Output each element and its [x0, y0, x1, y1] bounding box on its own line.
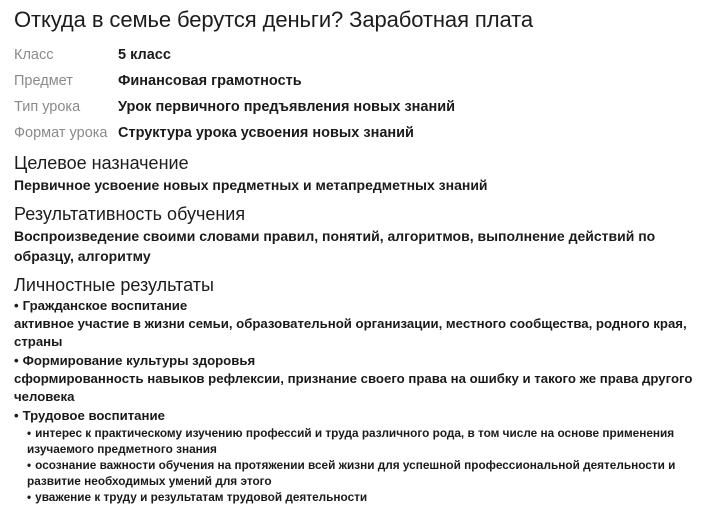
- list-item: [14, 297, 719, 315]
- section-heading: Целевое назначение: [14, 153, 189, 173]
- list-item: [14, 407, 719, 425]
- personal-results-list: [14, 297, 719, 505]
- list-item-title: Гражданское воспитание: [22, 298, 188, 313]
- bullet-icon: •: [27, 426, 32, 440]
- bullet-icon: •: [14, 298, 19, 313]
- meta-value: 5 класс: [118, 47, 171, 63]
- meta-key: Предмет: [14, 73, 73, 89]
- meta-key: Тип урока: [14, 99, 81, 115]
- list-item-description: сформированность навыков рефлексии, признание своего права на ошибку и такого же права другого человека: [14, 371, 693, 404]
- bullet-icon: •: [27, 458, 32, 472]
- bullet-icon: •: [14, 353, 19, 368]
- sub-list-item-text: уважение к труду и результатам трудовой деятельности: [35, 490, 368, 504]
- meta-row-lesson-type: [14, 94, 719, 120]
- section-heading: Личностные результаты: [14, 275, 214, 295]
- section-heading: Результативность обучения: [14, 204, 246, 224]
- page-title: Откуда в семье берутся деньги? Заработная плата: [14, 7, 533, 32]
- meta-key: Класс: [14, 47, 54, 63]
- list-item: [14, 352, 719, 370]
- meta-row-subject: [14, 68, 719, 94]
- meta-key: Формат урока: [14, 125, 108, 141]
- bullet-icon: •: [14, 408, 19, 423]
- list-item-description: активное участие в жизни семьи, образовательной организации, местного сообщества, родного края, страны: [14, 316, 687, 349]
- section-text: Первичное усвоение новых предметных и метапредметных знаний: [14, 177, 488, 193]
- list-item-title: Формирование культуры здоровья: [22, 353, 256, 368]
- meta-row-class: [14, 42, 719, 68]
- effectiveness-section: [14, 203, 719, 266]
- sub-list-item: [14, 457, 719, 489]
- target-section: [14, 152, 719, 195]
- sub-list-item: [14, 425, 719, 457]
- list-item-title: Трудовое воспитание: [22, 408, 165, 423]
- sub-list-item: [14, 489, 719, 505]
- lesson-meta: [14, 42, 719, 146]
- personal-results-section: [14, 274, 719, 505]
- bullet-icon: •: [27, 490, 32, 504]
- sub-list-item-text: интерес к практическому изучению профессий и труда различного рода, в том числе на основе применения изучаемого предметного знания: [27, 426, 675, 456]
- meta-row-lesson-format: [14, 120, 719, 146]
- sub-list-item-text: осознание важности обучения на протяжении всей жизни для успешной профессиональной деятельности и развитие необходимых умений для этого: [27, 458, 676, 488]
- meta-value: Урок первичного предъявления новых знаний: [118, 99, 456, 115]
- meta-value: Структура урока усвоения новых знаний: [118, 125, 414, 141]
- meta-value: Финансовая грамотность: [118, 73, 302, 89]
- section-text: Воспроизведение своими словами правил, понятий, алгоритмов, выполнение действий по образцу, алгоритму: [14, 228, 656, 264]
